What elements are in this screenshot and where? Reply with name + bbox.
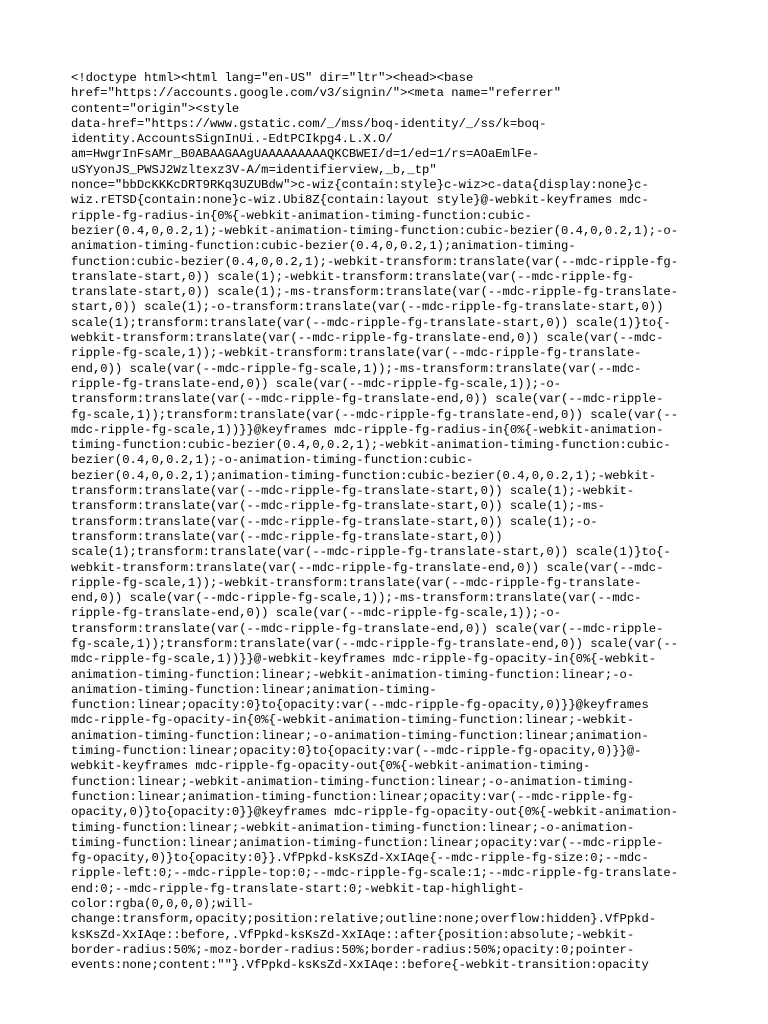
source-line: data-href="https://www.gstatic.com/_/mss/boq-identity/_/ss/k=boq- <box>71 116 547 131</box>
source-line: mdc-ripple-fg-opacity-in{0%{-webkit-animation-timing-function:linear;-webkit- <box>71 713 635 728</box>
source-line: transform:translate(var(--mdc-ripple-fg-translate-end,0)) scale(var(--mdc-ripple- <box>71 392 664 407</box>
source-line: timing-function:linear;animation-timing-function:linear;opacity:var(--mdc-ripple- <box>71 835 664 850</box>
source-line: bezier(0.4,0,0.2,1);animation-timing-function:cubic-bezier(0.4,0,0.2,1);-webkit- <box>71 468 657 483</box>
source-line: timing-function:linear;opacity:0}to{opacity:var(--mdc-ripple-fg-opacity,0)}}@- <box>71 744 642 759</box>
source-line: fg-opacity,0)}to{opacity:0}}.VfPpkd-ksKsZd-XxIAqe{--mdc-ripple-fg-size:0;--mdc- <box>71 851 649 866</box>
source-line: ripple-fg-scale,1));-webkit-transform:translate(var(--mdc-ripple-fg-translate- <box>71 575 642 590</box>
source-line: am=HwgrInFsAMr_B0ABAAGAAgUAAAAAAAAAQKCBWEI/d=1/ed=1/rs=AOaEmlFe- <box>71 147 540 162</box>
source-line: start,0)) scale(1);-o-transform:translate(var(--mdc-ripple-fg-translate-start,0)) <box>71 300 664 315</box>
source-line: href="https://accounts.google.com/v3/signin/"><meta name="referrer" <box>71 86 562 101</box>
source-line: function:linear;opacity:0}to{opacity:var(--mdc-ripple-fg-opacity,0)}}@keyframes <box>71 698 649 713</box>
source-line: ripple-left:0;--mdc-ripple-top:0;--mdc-ripple-fg-scale:1;--mdc-ripple-fg-translate- <box>71 866 679 881</box>
source-line: translate-start,0)) scale(1);-ms-transform:translate(var(--mdc-ripple-fg-translate- <box>71 285 679 300</box>
source-line: wiz.rETSD{contain:none}c-wiz.Ubi8Z{contain:layout style}@-webkit-keyframes mdc- <box>71 193 649 208</box>
source-line: fg-scale,1));transform:translate(var(--mdc-ripple-fg-translate-end,0)) scale(var(-- <box>71 407 679 422</box>
source-line: translate-start,0)) scale(1);-webkit-transform:translate(var(--mdc-ripple-fg- <box>71 269 635 284</box>
source-line: identity.AccountsSignInUi.-EdtPCIkpg4.L.X.O/ <box>71 132 393 147</box>
source-line: opacity,0)}to{opacity:0}}@keyframes mdc-ripple-fg-opacity-out{0%{-webkit-animation- <box>71 805 679 820</box>
source-line: scale(1);transform:translate(var(--mdc-ripple-fg-translate-start,0)) scale(1)}to{- <box>71 545 671 560</box>
source-line: nonce="bbDcKKKcDRT9RKq3UZUBdw">c-wiz{contain:style}c-wiz>c-data{display:none}c- <box>71 178 649 193</box>
source-line: function:cubic-bezier(0.4,0,0.2,1);-webkit-transform:translate(var(--mdc-ripple-fg- <box>71 254 679 269</box>
source-line: ripple-fg-scale,1));-webkit-transform:translate(var(--mdc-ripple-fg-translate- <box>71 346 642 361</box>
source-line: fg-scale,1));transform:translate(var(--mdc-ripple-fg-translate-end,0)) scale(var(-- <box>71 636 679 651</box>
source-line: end:0;--mdc-ripple-fg-translate-start:0;-webkit-tap-highlight- <box>71 881 525 896</box>
source-line: animation-timing-function:linear;-o-animation-timing-function:linear;animation- <box>71 728 649 743</box>
source-line: <!doctype html><html lang="en-US" dir="ltr"><head><base <box>71 71 474 85</box>
source-line: transform:translate(var(--mdc-ripple-fg-translate-start,0)) scale(1);-o- <box>71 514 598 529</box>
source-line: timing-function:linear;-webkit-animation-timing-function:linear;-o-animation- <box>71 820 635 835</box>
source-line: bezier(0.4,0,0.2,1);-o-animation-timing-function:cubic- <box>71 453 474 468</box>
source-line: content="origin"><style <box>71 101 240 116</box>
source-line: transform:translate(var(--mdc-ripple-fg-translate-start,0)) scale(1);-webkit- <box>71 484 635 499</box>
source-line: scale(1);transform:translate(var(--mdc-ripple-fg-translate-start,0)) scale(1)}to{- <box>71 315 671 330</box>
source-line: end,0)) scale(var(--mdc-ripple-fg-scale,1));-ms-transform:translate(var(--mdc- <box>71 361 642 376</box>
source-line: bezier(0.4,0,0.2,1);-webkit-animation-timing-function:cubic-bezier(0.4,0,0.2,1);-o- <box>71 223 679 238</box>
source-line: mdc-ripple-fg-scale,1))}}@keyframes mdc-ripple-fg-radius-in{0%{-webkit-animation- <box>71 422 664 437</box>
source-line: animation-timing-function:linear;-webkit-animation-timing-function:linear;-o- <box>71 667 635 682</box>
source-line: border-radius:50%;-moz-border-radius:50%;border-radius:50%;opacity:0;pointer- <box>71 942 635 957</box>
source-line: transform:translate(var(--mdc-ripple-fg-translate-start,0)) <box>71 529 503 544</box>
source-line: events:none;content:""}.VfPpkd-ksKsZd-XxIAqe::before{-webkit-transition:opacity <box>71 958 649 973</box>
html-source-text <box>71 71 701 974</box>
source-line: webkit-transform:translate(var(--mdc-ripple-fg-translate-end,0)) scale(var(--mdc- <box>71 331 664 346</box>
source-line: end,0)) scale(var(--mdc-ripple-fg-scale,1));-ms-transform:translate(var(--mdc- <box>71 591 642 606</box>
source-line: animation-timing-function:cubic-bezier(0.4,0,0.2,1);animation-timing- <box>71 239 576 254</box>
source-line: uSYyonJS_PWSJ2Wzltexz3V-A/m=identifierview,_b,_tp" <box>71 162 437 177</box>
source-line: animation-timing-function:linear;animation-timing- <box>71 682 437 697</box>
source-line: ripple-fg-translate-end,0)) scale(var(--mdc-ripple-fg-scale,1));-o- <box>71 606 562 621</box>
source-line: timing-function:cubic-bezier(0.4,0,0.2,1);-webkit-animation-timing-function:cubic- <box>71 438 671 453</box>
source-line: function:linear;animation-timing-function:linear;opacity:var(--mdc-ripple-fg- <box>71 789 635 804</box>
source-line: ripple-fg-translate-end,0)) scale(var(--mdc-ripple-fg-scale,1));-o- <box>71 376 562 391</box>
source-line: color:rgba(0,0,0,0);will- <box>71 897 254 912</box>
source-line: webkit-transform:translate(var(--mdc-ripple-fg-translate-end,0)) scale(var(--mdc- <box>71 560 664 575</box>
source-line: transform:translate(var(--mdc-ripple-fg-translate-end,0)) scale(var(--mdc-ripple- <box>71 621 664 636</box>
source-line: change:transform,opacity;position:relative;outline:none;overflow:hidden}.VfPpkd- <box>71 912 657 927</box>
source-line: mdc-ripple-fg-scale,1))}}@-webkit-keyframes mdc-ripple-fg-opacity-in{0%{-webkit- <box>71 652 657 667</box>
source-line: ksKsZd-XxIAqe::before,.VfPpkd-ksKsZd-XxIAqe::after{position:absolute;-webkit- <box>71 927 635 942</box>
source-line: webkit-keyframes mdc-ripple-fg-opacity-out{0%{-webkit-animation-timing- <box>71 759 591 774</box>
source-line: ripple-fg-radius-in{0%{-webkit-animation-timing-function:cubic- <box>71 208 532 223</box>
source-line: transform:translate(var(--mdc-ripple-fg-translate-start,0)) scale(1);-ms- <box>71 499 605 514</box>
source-line: function:linear;-webkit-animation-timing-function:linear;-o-animation-timing- <box>71 774 635 789</box>
